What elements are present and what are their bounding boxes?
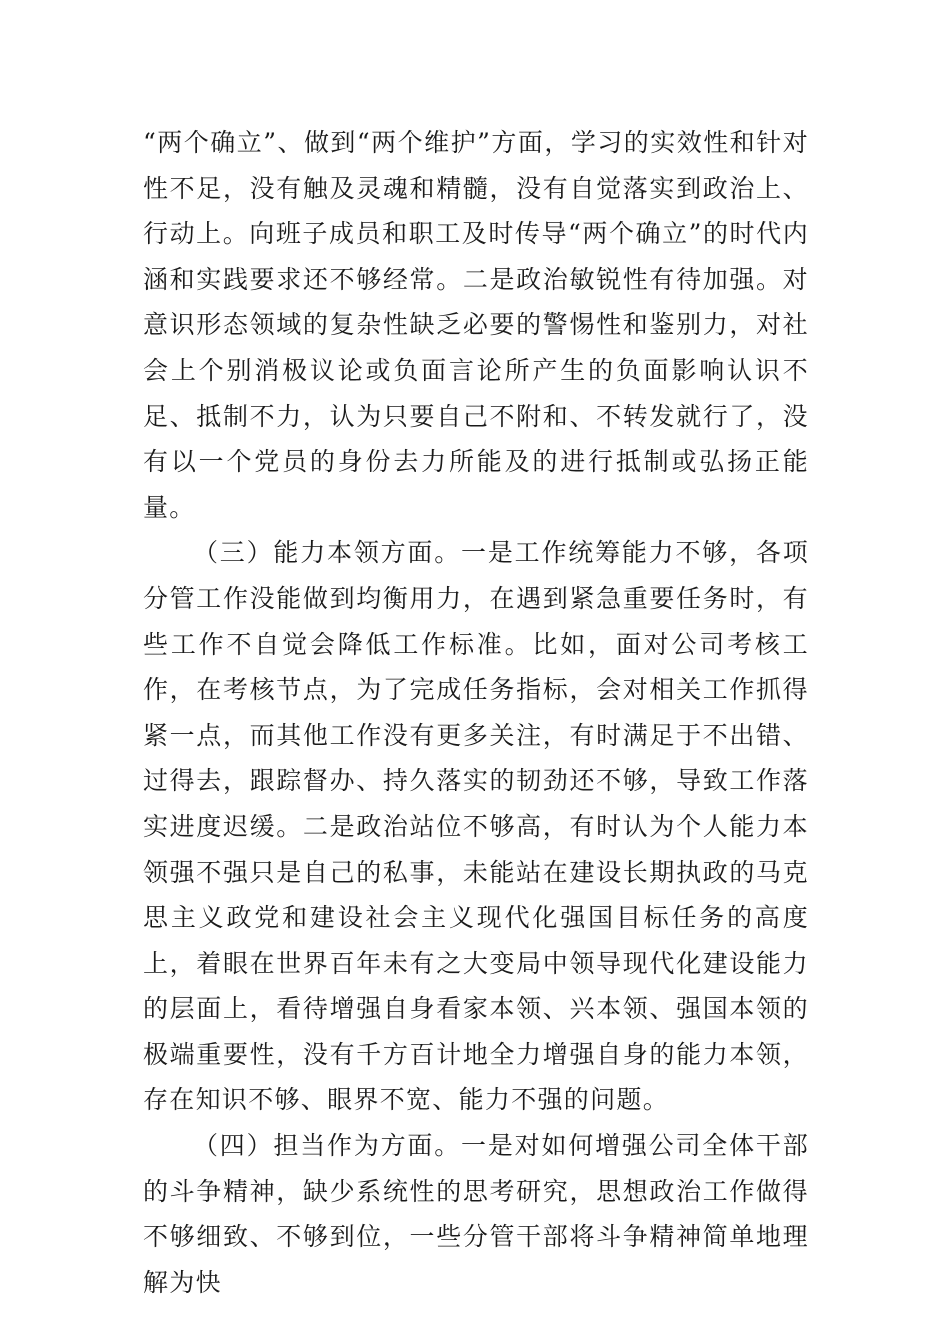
paragraph-continuation: “两个确立”、做到“两个维护”方面，学习的实效性和针对性不足，没有触及灵魂和精髓，没有自觉落实到政治上、行动上。向班子成员和职工及时传导“两个确立”的时代内涵和实践要求还不够经常。二是政治敏锐性有待加强。对意识形态领域的复杂性缺乏必要的警惕性和鉴别力，对社会上个别消极议论或负面言论所产生的负面影响认识不足、抵制不力，认为只要自己不附和、不转发就行了，没有以一个党员的身份去力所能及的进行抵制或弘扬正能量。	[143, 128, 809, 522]
paragraph-ability-section: （三）能力本领方面。一是工作统筹能力不够，各项分管工作没能做到均衡用力，在遇到紧急重要任务时，有些工作不自觉会降低工作标准。比如，面对公司考核工作，在考核节点，为了完成任务指标，会对相关工作抓得紧一点，而其他工作没有更多关注，有时满足于不出错、过得去，跟踪督办、持久落实的韧劲还不够，导致工作落实进度迟缓。二是政治站位不够高，有时认为个人能力本领强不强只是自己的私事，未能站在建设长期执政的马克思主义政党和建设社会主义现代化强国目标任务的高度上，着眼在世界百年未有之大变局中领导现代化建设能力的层面上，看待增强自身看家本领、兴本领、强国本领的极端重要性，没有千方百计地全力增强自身的能力本领，存在知识不够、眼界不宽、能力不强的问题。	[143, 538, 809, 1115]
paragraph-responsibility-section: （四）担当作为方面。一是对如何增强公司全体干部的斗争精神，缺少系统性的思考研究，思想政治工作做得不够细致、不够到位，一些分管干部将斗争精神简单地理解为快	[143, 1131, 809, 1297]
document-body	[143, 120, 809, 1305]
